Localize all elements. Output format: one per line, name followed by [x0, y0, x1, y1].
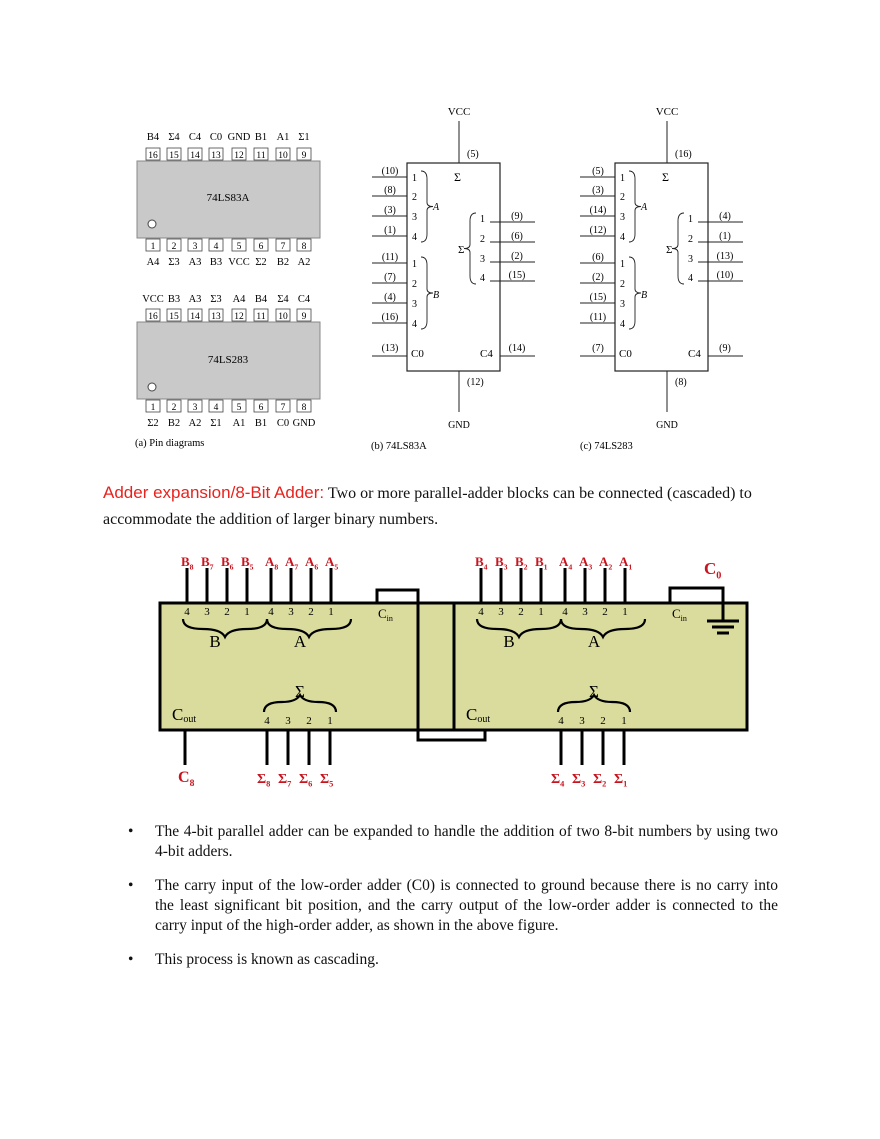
pin-number: 16	[148, 151, 158, 161]
cout-label: Cout	[466, 705, 491, 725]
input-pin-b: (15)	[589, 292, 607, 303]
index-label: 2	[412, 192, 417, 203]
pin-label: GND	[292, 418, 316, 429]
c4-label: C4	[480, 348, 493, 360]
input-pin-a: (12)	[589, 225, 607, 236]
pin-number: 3	[192, 403, 198, 413]
chip1-top-labels	[147, 132, 310, 143]
pin-number: 10	[278, 312, 288, 322]
c0-pin: (7)	[592, 343, 604, 354]
chip2-bottom-pins	[146, 400, 311, 413]
bullet-symbol: •	[128, 877, 134, 894]
index-label: 2	[620, 279, 625, 290]
logic-symbol-74ls283	[580, 106, 743, 452]
pin-label: A4	[146, 257, 160, 268]
pin-label: VCC	[142, 294, 164, 305]
pin-number: 1	[244, 606, 250, 618]
carry-in-label: $C_0$	[704, 559, 722, 582]
input-pin-b: (11)	[381, 252, 399, 263]
chip2-bottom-labels	[147, 418, 315, 429]
pin-label: B2	[276, 257, 290, 268]
sigma-out-label: Σ	[666, 244, 673, 256]
c4-pin: (9)	[719, 343, 731, 354]
pin-number: 13	[211, 151, 221, 161]
sigma-out-label: Σ	[458, 244, 465, 256]
group-a-label: A	[293, 632, 307, 651]
output-label: $\Sigma_2$	[593, 772, 607, 789]
index-label: 4	[620, 232, 625, 243]
pin-number: 15	[169, 151, 179, 161]
input-label: $B_6$	[221, 554, 234, 572]
pin-number: 13	[211, 312, 221, 322]
pin-number: 8	[301, 242, 307, 252]
index-label: 3	[412, 212, 417, 223]
output-label: $\Sigma_5$	[320, 772, 334, 789]
input-pin-a: (5)	[592, 166, 604, 177]
chip2-top-pins	[146, 309, 311, 322]
pin-number: 2	[171, 242, 177, 252]
pin-label: C4	[188, 132, 202, 143]
pin-number: 3	[288, 606, 294, 618]
c0-pin: (13)	[381, 343, 399, 354]
pin-label: B1	[254, 132, 268, 143]
output-label: $\Sigma_8$	[257, 772, 271, 789]
group-b-label: B	[641, 290, 648, 301]
output-pin: (15)	[508, 270, 526, 281]
pin-number: 2	[224, 606, 230, 618]
index-label: 4	[412, 232, 417, 243]
vcc-pin: (16)	[675, 149, 692, 160]
pin-number: 5	[236, 403, 242, 413]
cascade-adder-figure	[150, 545, 750, 805]
logic-box	[407, 163, 500, 371]
carry-out-label: $C_8$	[178, 769, 195, 789]
pin-label: A2	[297, 257, 311, 268]
index-label: 1	[412, 259, 417, 270]
pin-number: 5	[236, 242, 242, 252]
pin-label: Σ3	[168, 257, 180, 268]
pin-label: Σ2	[147, 418, 159, 429]
chip1-top-pins	[146, 148, 311, 161]
pin-number: 3	[498, 606, 504, 618]
c0-label: C0	[619, 348, 632, 360]
output-pin: (2)	[511, 251, 523, 262]
pin-number: 15	[169, 312, 179, 322]
input-label: $A_5$	[325, 554, 339, 572]
input-label: $B_1$	[535, 554, 548, 572]
pin-number: 11	[256, 312, 266, 322]
input-pin-b: (16)	[381, 312, 399, 323]
output-label: $\Sigma_4$	[551, 772, 565, 789]
bullet-item	[128, 876, 778, 936]
input-pin-a: (3)	[384, 205, 396, 216]
sigma-label: Σ	[662, 170, 669, 184]
index-label: 3	[412, 299, 417, 310]
bullet-symbol: •	[128, 823, 134, 840]
chip1-bottom-pins	[146, 239, 311, 252]
pin-label: B3	[167, 294, 181, 305]
sigma-label: Σ	[454, 170, 461, 184]
section-intro	[103, 480, 783, 533]
logic-caption: (b) 74LS83A	[371, 441, 427, 452]
sigma-label: Σ	[589, 682, 599, 701]
input-label: $B_4$	[475, 554, 488, 572]
pin-number: 3	[192, 242, 198, 252]
input-label: $A_2$	[599, 554, 613, 572]
group-b-label: B	[433, 290, 440, 301]
pin-number: 14	[190, 312, 200, 322]
input-pin-a: (8)	[384, 185, 396, 196]
logic-symbol-74ls83a	[371, 106, 535, 452]
pin-label: B3	[209, 257, 223, 268]
gnd-label: GND	[656, 420, 678, 431]
input-pin-b: (2)	[592, 272, 604, 283]
vcc-label: VCC	[655, 106, 679, 118]
pin-number: 1	[621, 715, 627, 727]
group-a-label: A	[433, 202, 440, 213]
input-label: $B_2$	[515, 554, 528, 572]
pin-number: 4	[264, 715, 270, 727]
pin-label: Σ4	[277, 294, 289, 305]
output-pin: (9)	[511, 211, 523, 222]
output-label: $\Sigma_6$	[299, 772, 313, 789]
section-heading: Adder expansion/8-Bit Adder:	[103, 483, 325, 502]
group-a-label: A	[587, 632, 601, 651]
bullet-list	[128, 822, 778, 984]
pin-number: 14	[190, 151, 200, 161]
output-pin: (1)	[719, 231, 731, 242]
pin-number: 4	[562, 606, 568, 618]
input-pin-b: (6)	[592, 252, 604, 263]
gnd-pin: (12)	[467, 377, 484, 388]
input-label: $A_6$	[305, 554, 319, 572]
pin-label: Σ3	[210, 294, 222, 305]
pin-label: C0	[276, 418, 290, 429]
pin-number: 1	[328, 606, 334, 618]
pin-number: 3	[579, 715, 585, 727]
pin-number: 4	[268, 606, 274, 618]
pin-label: Σ2	[255, 257, 267, 268]
output-pin: (10)	[716, 270, 734, 281]
cin-label: $C_{in}$	[378, 606, 393, 623]
index-label: 4	[620, 319, 625, 330]
pin-number: 4	[213, 242, 219, 252]
input-pin-b: (11)	[589, 312, 607, 323]
pin-label: VCC	[228, 257, 250, 268]
bullet-item	[128, 822, 778, 862]
input-label: $A_3$	[579, 554, 593, 572]
pin-number: 3	[582, 606, 588, 618]
pin-number: 16	[148, 312, 158, 322]
pin-label: C4	[297, 294, 311, 305]
pin-number: 6	[258, 242, 264, 252]
pin-number: 3	[204, 606, 210, 618]
pin-number: 1	[327, 715, 333, 727]
pin-label: A3	[188, 294, 202, 305]
caption-pin-diagrams: (a) Pin diagrams	[135, 438, 205, 449]
pin-label: GND	[227, 132, 251, 143]
index-label: 1	[412, 173, 417, 184]
pin-number: 2	[518, 606, 524, 618]
pin-number: 11	[256, 151, 266, 161]
input-pin-a: (3)	[592, 185, 604, 196]
chip2-top-labels	[142, 294, 311, 305]
vcc-label: VCC	[447, 106, 471, 118]
input-label: $B_3$	[495, 554, 508, 572]
index-label: 4	[412, 319, 417, 330]
bullet-symbol: •	[128, 951, 134, 968]
group-a-label: A	[641, 202, 648, 213]
pin-number: 2	[308, 606, 314, 618]
index-label: 4	[480, 273, 485, 284]
pin-label: Σ4	[168, 132, 180, 143]
pin-number: 1	[150, 403, 156, 413]
logic-box	[615, 163, 708, 371]
pin-number: 9	[301, 151, 307, 161]
index-label: 2	[412, 279, 417, 290]
index-label: 2	[688, 234, 693, 245]
pin-number: 2	[602, 606, 608, 618]
pin-number: 2	[171, 403, 177, 413]
output-label: $\Sigma_3$	[572, 772, 586, 789]
pin-label: B4	[254, 294, 268, 305]
index-label: 1	[620, 259, 625, 270]
pin-number: 1	[622, 606, 628, 618]
input-pin-b: (7)	[384, 272, 396, 283]
adder-block	[160, 603, 455, 730]
bullet-item	[128, 950, 778, 970]
sigma-label: Σ	[295, 682, 305, 701]
chip2-name: 74LS283	[207, 354, 249, 366]
bullet-text: This process is known as cascading.	[155, 951, 379, 968]
pin-number: 12	[234, 151, 244, 161]
output-pin: (6)	[511, 231, 523, 242]
vcc-pin: (5)	[467, 149, 479, 160]
index-label: 4	[688, 273, 693, 284]
input-label: $A_8$	[265, 554, 279, 572]
pin-diagrams-figure	[0, 95, 880, 460]
pin-label: A3	[188, 257, 202, 268]
index-label: 3	[688, 254, 693, 265]
input-pin-b: (4)	[384, 292, 396, 303]
pin-number: 4	[213, 403, 219, 413]
index-label: 1	[620, 173, 625, 184]
c4-pin: (14)	[508, 343, 526, 354]
gnd-pin: (8)	[675, 377, 687, 388]
c4-label: C4	[688, 348, 701, 360]
index-label: 2	[620, 192, 625, 203]
pin-number: 8	[301, 403, 307, 413]
output-pin: (13)	[716, 251, 734, 262]
index-label: 3	[620, 212, 625, 223]
chip1-name: 74LS83A	[206, 192, 250, 204]
pin-number: 1	[538, 606, 544, 618]
index-label: 2	[480, 234, 485, 245]
output-pin: (4)	[719, 211, 731, 222]
index-label: 1	[480, 214, 485, 225]
pin-number: 7	[280, 403, 286, 413]
pin-label: B1	[254, 418, 268, 429]
cin-label: $C_{in}$	[672, 606, 687, 623]
pin-label: A4	[232, 294, 246, 305]
logic-caption: (c) 74LS283	[580, 441, 633, 452]
c0-label: C0	[411, 348, 424, 360]
pin-number: 12	[234, 312, 244, 322]
input-label: $A_4$	[559, 554, 573, 572]
output-label: $\Sigma_1$	[614, 772, 628, 789]
input-label: $A_1$	[619, 554, 633, 572]
pin-label: Σ1	[298, 132, 310, 143]
pin-label: Σ1	[210, 418, 222, 429]
input-label: $B_5$	[241, 554, 254, 572]
adder-block	[454, 603, 747, 730]
pin-label: B4	[146, 132, 160, 143]
pin-label: C0	[209, 132, 223, 143]
input-pin-a: (10)	[381, 166, 399, 177]
pin-number: 6	[258, 403, 264, 413]
chip1-bottom-labels	[147, 257, 311, 268]
pin-label: A1	[232, 418, 246, 429]
pin-number: 4	[478, 606, 484, 618]
pin-number: 10	[278, 151, 288, 161]
input-label: $B_7$	[201, 554, 214, 572]
pin-number: 1	[150, 242, 156, 252]
section-intro-text: Two or more parallel-adder blocks can be connected (cascaded) to accommodate the addition of larger binary numbers.	[103, 485, 752, 528]
index-label: 1	[688, 214, 693, 225]
bullet-text: The carry input of the low-order adder (C0) is connected to ground because there is no carry into the least significant bit position, and the carry output of the low-order adder is connected to the carry input of the high-order adder, as shown in the above figure.	[155, 877, 778, 934]
pin-number: 4	[558, 715, 564, 727]
output-label: $\Sigma_7$	[278, 772, 292, 789]
input-label: $B_8$	[181, 554, 194, 572]
input-pin-a: (1)	[384, 225, 396, 236]
index-label: 3	[620, 299, 625, 310]
pin-number: 2	[306, 715, 312, 727]
index-label: 3	[480, 254, 485, 265]
group-b-label: B	[209, 632, 221, 651]
pin-label: B2	[167, 418, 181, 429]
pin-label: A1	[276, 132, 290, 143]
group-b-label: B	[503, 632, 515, 651]
pin-label: A2	[188, 418, 202, 429]
pin-number: 9	[301, 312, 307, 322]
input-pin-a: (14)	[589, 205, 607, 216]
chip-74ls283	[137, 294, 320, 429]
cout-label: Cout	[172, 705, 197, 725]
pin-number: 4	[184, 606, 190, 618]
bullet-text: The 4-bit parallel adder can be expanded to handle the addition of two 8-bit numbers by using two 4-bit adders.	[155, 823, 778, 860]
input-label: $A_7$	[285, 554, 299, 572]
pin-number: 3	[285, 715, 291, 727]
chip-74ls83a	[137, 132, 320, 268]
pin-number: 2	[600, 715, 606, 727]
pin-number: 7	[280, 242, 286, 252]
gnd-label: GND	[448, 420, 470, 431]
